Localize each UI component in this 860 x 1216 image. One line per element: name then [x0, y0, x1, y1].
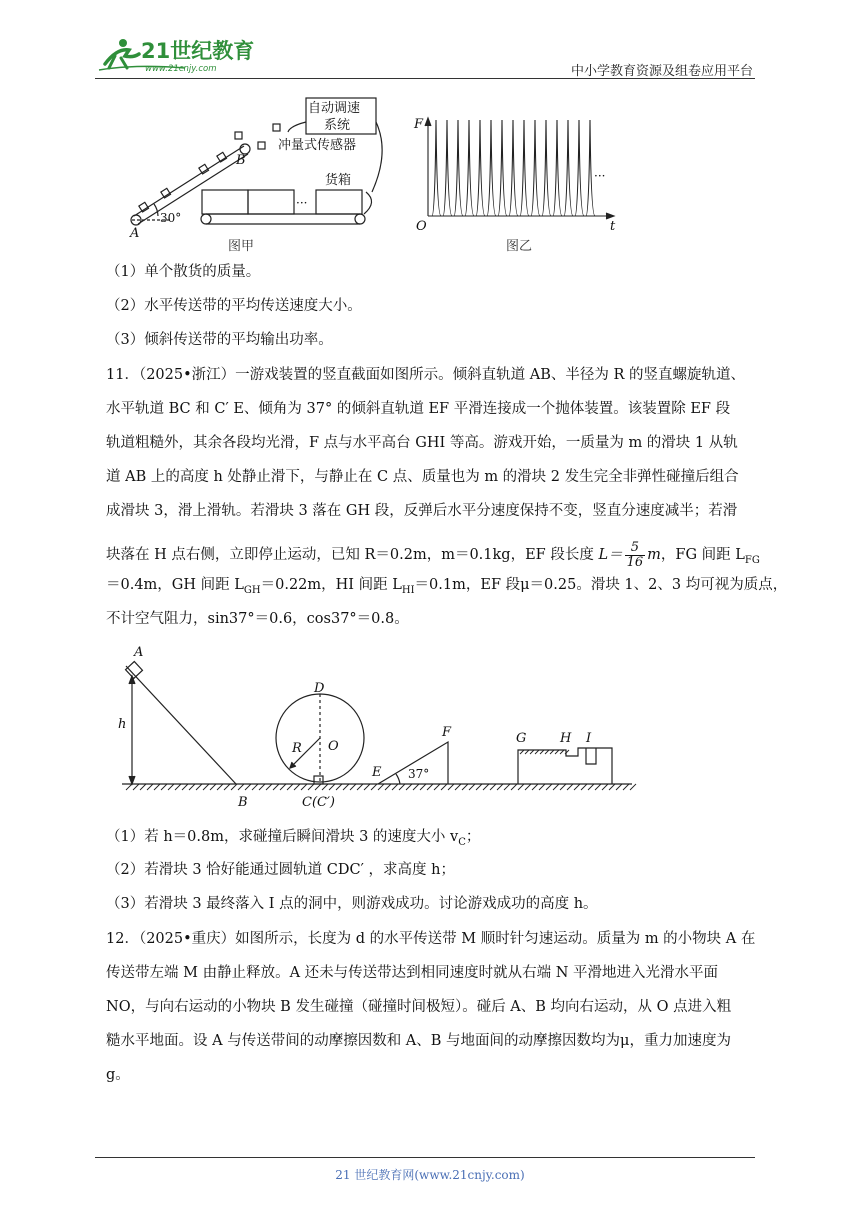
label-point-b: B [238, 795, 248, 810]
header-divider [95, 78, 755, 79]
page-header [95, 30, 755, 80]
label-height-h: h [118, 717, 127, 732]
q11-line-1: 11．（2025•浙江）一游戏装置的竖直截面如图所示。倾斜直轨道 AB、半径为 R 的竖直螺旋轨道、 [106, 367, 746, 383]
q11-line-3: 轨道粗糙外，其余各段均光滑，F 点与水平高台 GHI 等高。游戏开始，一质量为 m 的滑块 1 从轨 [106, 435, 738, 451]
label-angle-30: 30° [160, 211, 182, 225]
logo-text: 21世纪教育 [141, 39, 255, 63]
logo-url-text: www.21cnjy.com [145, 64, 217, 74]
q10-sub2: （2）水平传送带的平均传送速度大小。 [106, 298, 362, 314]
q11-line-5: 成滑块 3，滑上滑轨。若滑块 3 落在 GH 段，反弹后水平分速度保持不变，竖直分速度减半；若滑 [106, 503, 738, 519]
q12-line-4: 糙水平地面。设 A 与传送带间的动摩擦因数和 A、B 与地面间的动摩擦因数均为μ，重力加速度为 [106, 1033, 731, 1049]
label-point-i: I [586, 731, 592, 746]
q12-line-1: 12．（2025•重庆）如图所示，长度为 d 的水平传送带 M 顺时针匀速运动。质量为 m 的小物块 A 在 [106, 931, 756, 947]
q11-line-6: 块落在 H 点右侧，立即停止运动，已知 R＝0.2m，m＝0.1kg，EF 段长度 L＝ $\frac{5}{16}$ m，FG 间距 $L_{FG}$ [106, 539, 760, 570]
q11-sub1: （1）若 h＝0.8m，求碰撞后瞬间滑块 3 的速度大小 $v_C$； [106, 829, 481, 848]
label-cargo-box: 货箱 [325, 173, 352, 188]
label-point-c: C(C′) [302, 795, 335, 810]
label-boxes-dots: ··· [296, 196, 308, 210]
platform-name: 中小学教育资源及组卷应用平台 [570, 64, 753, 79]
figure-conveyor [110, 92, 630, 254]
label-origin-o: O [416, 219, 427, 234]
q11-sub2: （2）若滑块 3 恰好能通过圆轨道 CDC′ ，求高度 h； [106, 862, 455, 878]
label-center-o: O [328, 739, 339, 754]
footer-divider [95, 1157, 755, 1158]
footer-site-link[interactable]: 21 世纪教育网(www.21cnjy.com) [335, 1168, 525, 1182]
q11-sub3: （3）若滑块 3 最终落入 I 点的洞中，则游戏成功。讨论游戏成功的高度 h。 [106, 896, 598, 912]
q12-line-2: 传送带左端 M 由静止释放。A 还未与传送带达到相同速度时就从右端 N 平滑地进入光滑水平面 [106, 965, 719, 981]
label-auto-speed-system: 自动调速 [308, 101, 361, 116]
label-point-d: D [314, 681, 325, 696]
label-axis-t: t [610, 219, 616, 234]
label-radius-r: R [292, 741, 302, 756]
q10-sub3: （3）倾斜传送带的平均输出功率。 [106, 332, 333, 348]
q11-line-7: ＝0.4m，GH 间距 $L_{GH}=0.22m$，HI 间距 $L_{HI}=0.1m$，EF 段μ＝0.25。滑块 1、2、3 均可视为质点， [106, 577, 788, 596]
label-pulses-dots: ··· [594, 169, 606, 183]
label-point-a: A [134, 645, 144, 660]
caption-figure-jia: 图甲 [228, 239, 255, 254]
label-point-b: B [236, 153, 246, 168]
label-auto-speed-system-2: 系统 [324, 118, 351, 133]
q10-sub1: （1）单个散货的质量。 [106, 264, 261, 280]
question-12 [106, 929, 766, 1099]
label-axis-f: F [414, 117, 424, 132]
label-point-e: E [372, 765, 382, 780]
fraction-5-16: $\frac{5}{16}$ [626, 539, 644, 570]
figure-yi [425, 118, 614, 219]
caption-figure-yi: 图乙 [506, 239, 533, 254]
force-pulse-series [432, 120, 595, 216]
label-point-g: G [516, 731, 527, 746]
figure-game-device [110, 640, 650, 812]
label-point-h: H [560, 731, 572, 746]
q11-line-4: 道 AB 上的高度 h 处静止滑下，与静止在 C 点、质量也为 m 的滑块 2 发生完全非弹性碰撞后组合 [106, 469, 739, 485]
label-impulse-sensor: 冲量式传感器 [278, 138, 357, 153]
q11-line-2: 水平轨道 BC 和 C′ E、倾角为 37° 的倾斜直轨道 EF 平滑连接成一个抛体装置。该装置除 EF 段 [106, 401, 731, 417]
q12-line-3: NO，与向右运动的小物块 B 发生碰撞（碰撞时间极短）。碰后 A、B 均向右运动，从 O 点进入粗 [106, 999, 732, 1015]
q11-line-8: 不计空气阻力，sin37°＝0.6，cos37°＝0.8。 [106, 611, 409, 627]
label-point-f: F [442, 725, 452, 740]
question-11 [106, 365, 788, 643]
site-logo [95, 34, 265, 74]
label-angle-37: 37° [408, 767, 430, 781]
q12-line-5: g。 [106, 1067, 130, 1083]
label-point-a: A [130, 226, 140, 241]
